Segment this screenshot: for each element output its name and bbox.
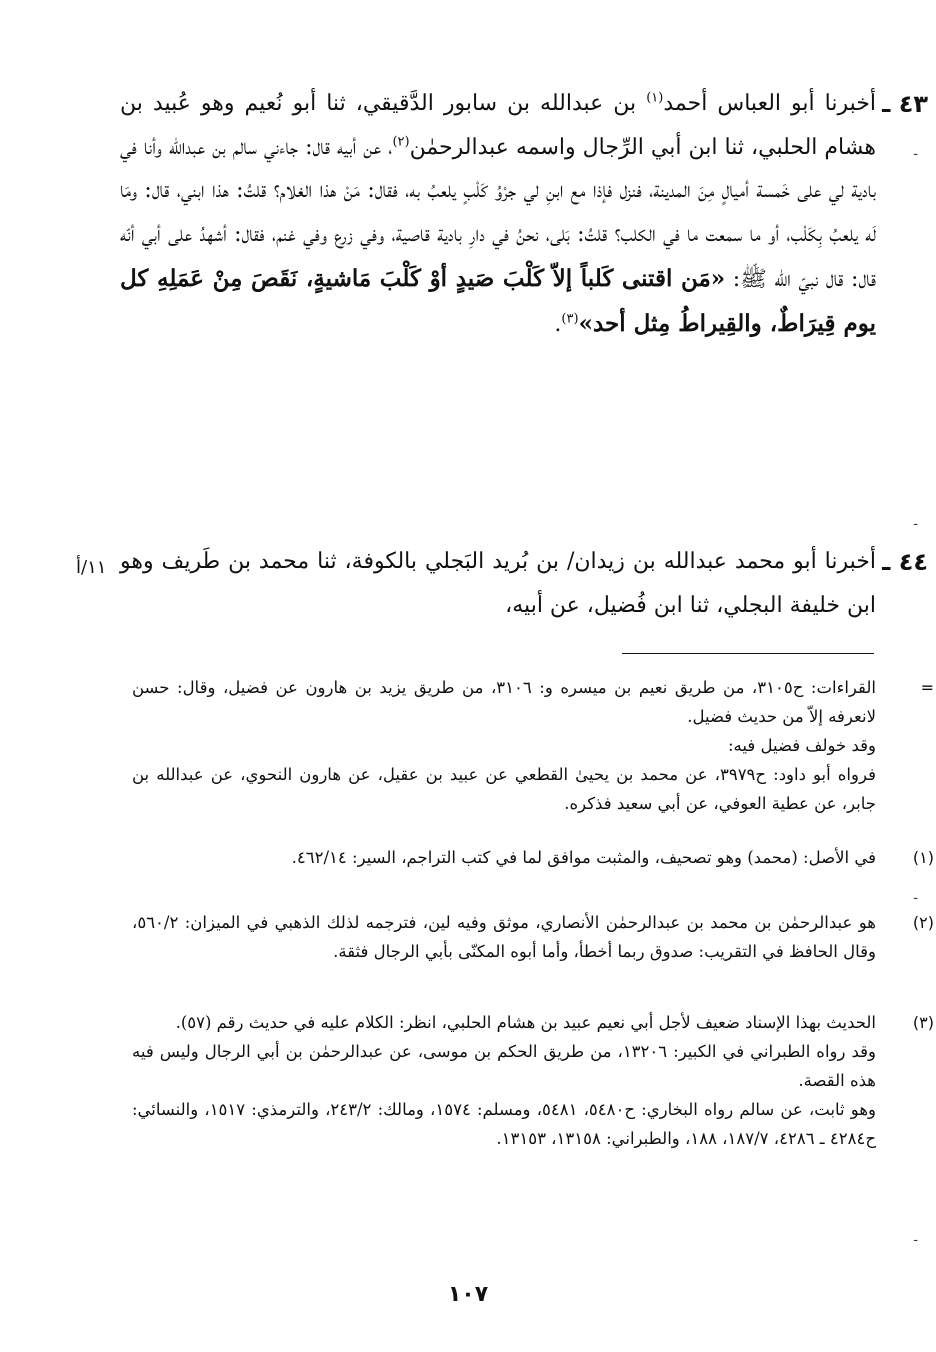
footnote-mark: (٣) — [912, 1013, 934, 1032]
footnote-mark: (١) — [912, 848, 934, 867]
entry-44 — [120, 540, 928, 627]
footnote-continued — [132, 673, 934, 818]
footnote-mark: (٢) — [912, 913, 934, 932]
entry-number: ٤٣ ـ — [882, 90, 928, 118]
footnote-para: القراءات: ح٣١٠٥، من طريق نعيم بن ميسره و: ٣١٠٦، من طريق يزيد بن هارون عن فضيل، وقال: حسن لانعرفه إلاّ من حديث فضيل. — [132, 678, 876, 726]
page-number: ١٠٧ — [447, 1282, 489, 1307]
scan-mark: - — [913, 890, 918, 906]
period: . — [554, 311, 562, 337]
footnote-para: وقد خولف فضيل فيه: — [727, 736, 876, 755]
footnote-separator — [622, 653, 874, 654]
footnote-para: هو عبدالرحمٰن بن محمد بن عبدالرحمٰن الأنصاري، موثق وفيه لين، فترجمه لذلك الذهبي في الميزان: ٥٦٠/٢، وقال الحافظ في التقريب: صدوق ربما أخطأ، وأما أبوه المكنّى بأبي الرجال فثقة. — [132, 913, 876, 961]
footnote-ref: (٢) — [392, 134, 410, 150]
footnote-ref: (٣) — [561, 311, 579, 327]
scan-mark: - — [913, 516, 918, 532]
footnote-para: في الأصل: (محمد) وهو تصحيف، والمثبت موافق لما في كتب التراجم، السير: ٤٦٢/١٤. — [291, 848, 876, 867]
narration-text: بن عبدالله بن سابور الدَّقيقي، ثنا أبو نُعيم وهو عُبيد بن هشام الحلبي، ثنا ابن أبي الرِّجال واسمه عبدالرحمٰن — [120, 91, 876, 160]
narration-text: أخبرنا أبو العباس أحمد — [663, 91, 876, 116]
entry-number: ٤٤ ـ — [882, 548, 928, 576]
footnote-1 — [132, 843, 934, 872]
entry-43 — [120, 82, 928, 346]
footnote-2 — [132, 908, 934, 966]
footnote-ref: (١) — [646, 90, 664, 106]
narration-text: ، عن أبيه قال: جاءني سالم بن عبدالله وأنا في بادية لي على خَمسة أميالٍ مِنَ المدينة، فنزل فإذا مع ابنِ لي جرْوُ كَلْبٍ يلعبُ به، فقال: مَنْ هذا الغلام؟ قلتُ: هذا ابني، قال: ومَا لَه يلعبُ بِكَلْب، أو ما سمعت ما في الكلب؟ قلتُ: بَلى، نحنُ في دارِ بادية قاصية، وفي زرع وفي غنم، فقال: أشهدُ على أبي أنّه قال: قال نبيّ الله ﷺ: — [120, 134, 876, 292]
footnote-3 — [132, 1008, 934, 1153]
footnote-para: الحديث بهذا الإسناد ضعيف لأجل أبي نعيم عبيد بن هشام الحلبي، انظر: الكلام عليه في حديث رقم (٥٧). — [175, 1013, 876, 1032]
entry-body: أخبرنا أبو محمد عبدالله بن زيدان/ بن بُريد البَجلي بالكوفة، ثنا محمد بن طَريف وهو ابن خليفة البجلي، ثنا ابن فُضيل، عن أبيه، — [120, 549, 876, 618]
footnote-para: وقد رواه الطبراني في الكبير: ١٣٢٠٦، من طريق الحكم بن موسى، عن عبدالرحمٰن بن أبي الرجال وليس فيه هذه القصة. — [132, 1042, 876, 1090]
footnote-para: فرواه أبو داود: ح٣٩٧٩، عن محمد بن يحيىٰ القطعي عن عبيد بن عقيل، عن هارون النحوي، عن عبدالله بن جابر، عن عطية العوفي، عن أبي سعيد فذكره. — [132, 765, 876, 813]
entry-body — [120, 82, 876, 346]
scan-mark: - — [913, 1232, 918, 1248]
hadith-text: «مَن اقتنى كَلباً إلاّ كَلْبَ صَيدٍ أوْ كَلْبَ مَاشيةٍ، نَقَصَ مِنْ عَمَلِهِ كل يوم قِيرَاطٌ، والقِيراطُ مِثل أحد» — [120, 264, 876, 337]
manuscript-folio-note: ١١/أ — [76, 557, 107, 578]
footnote-mark: = — [920, 678, 934, 697]
scan-mark: - — [913, 146, 918, 162]
footnote-para: وهو ثابت، عن سالم رواه البخاري: ح٥٤٨٠، ٥٤٨١، ومسلم: ١٥٧٤، ومالك: ٢٤٣/٢، والترمذي: ١٥١٧، والنسائي: ح٤٢٨٤ ـ ٤٢٨٦، ١٨٧/٧، ١٨٨، والطبراني: ١٣١٥٨، ١٣١٥٣. — [132, 1100, 876, 1148]
